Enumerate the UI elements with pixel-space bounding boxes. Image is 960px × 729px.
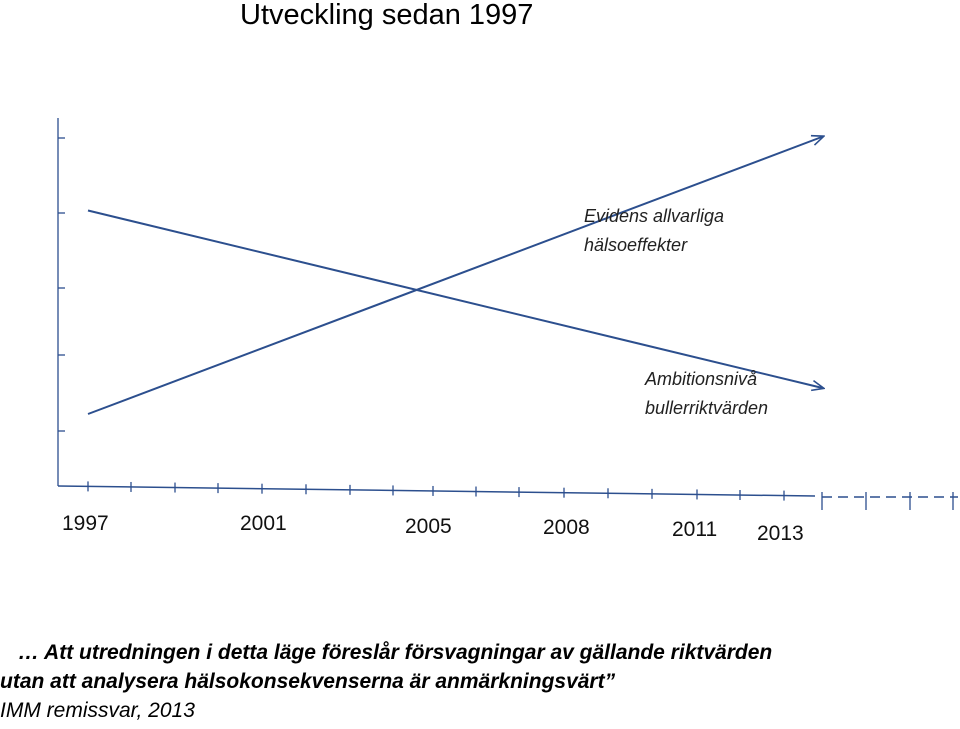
x-tick-label: 2008 xyxy=(543,516,590,539)
axes xyxy=(58,118,958,545)
x-tick-label: 2013 xyxy=(757,522,804,545)
x-tick-label: 1997 xyxy=(62,512,109,535)
series-labels xyxy=(584,206,768,418)
quote-line-2: utan att analysera hälsokonsekvenserna är anmärkningsvärt” xyxy=(0,670,616,693)
quote-line-1: … Att utredningen i detta läge föreslår försvagningar av gällande riktvärden xyxy=(18,641,773,664)
ambition-series-label: Ambitionsnivå xyxy=(645,369,758,389)
ambition-series-line xyxy=(88,211,823,389)
x-tick-label: 2001 xyxy=(240,512,287,535)
x-tick-label: 2005 xyxy=(405,515,452,538)
evidence-series-label: hälsoeffekter xyxy=(584,235,688,255)
x-axis-line xyxy=(58,486,815,496)
chart-title: Utveckling sedan 1997 xyxy=(240,0,534,31)
quote-block xyxy=(0,638,960,725)
x-tick-label: 2011 xyxy=(672,518,718,541)
evidence-series-label: Evidens allvarliga xyxy=(584,206,725,226)
ambition-series-label: bullerriktvärden xyxy=(645,398,769,418)
quote-source: IMM remissvar, 2013 xyxy=(0,699,195,722)
